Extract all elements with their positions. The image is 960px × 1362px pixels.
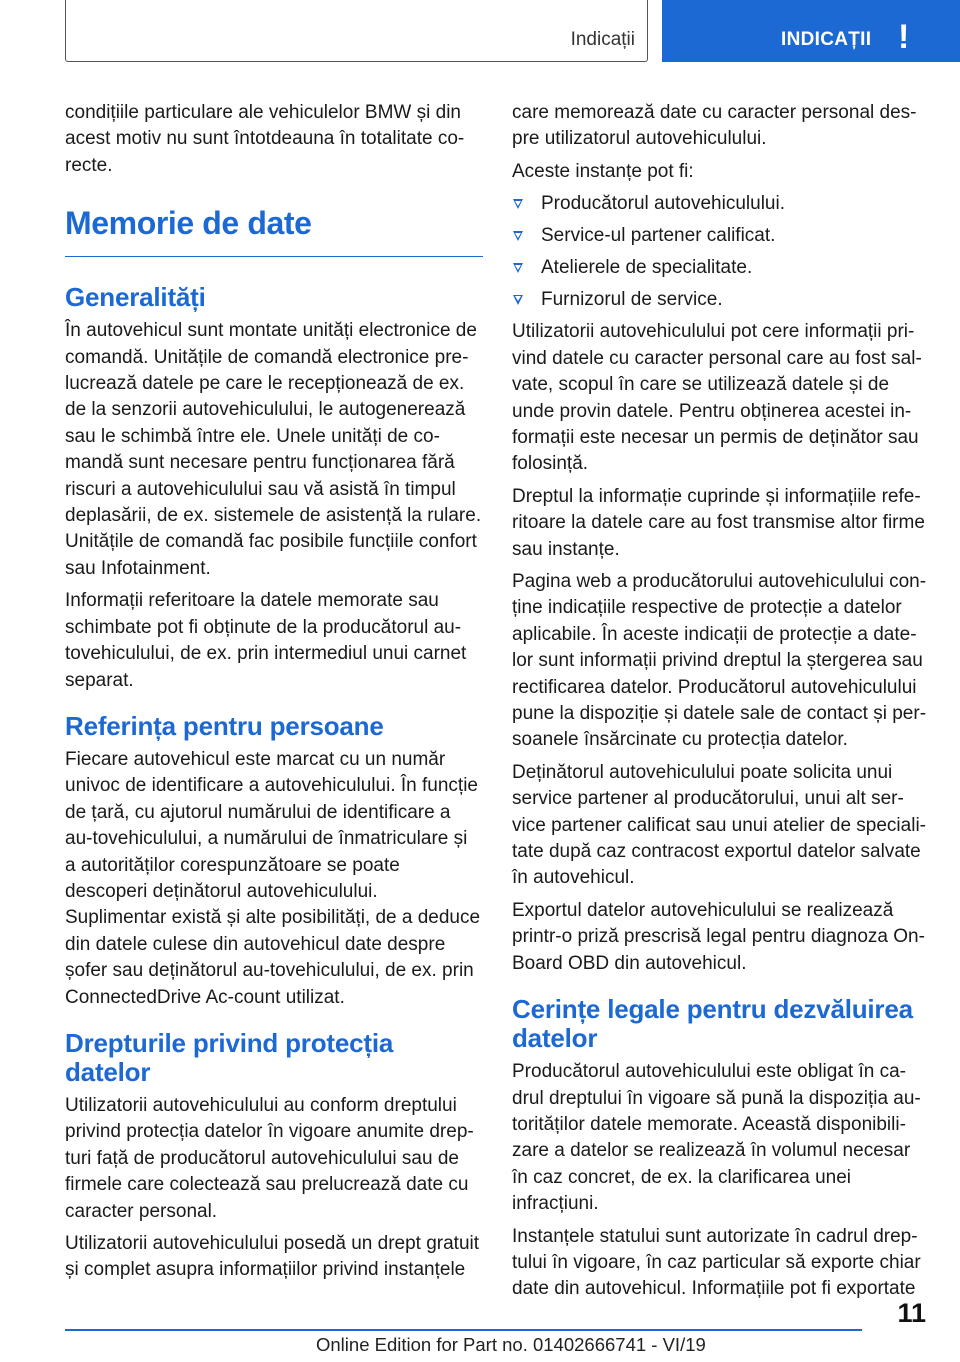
subheading-data-protection-rights: Drepturile privind protecția datelor [65,1027,394,1087]
paragraph-users-info: Utilizatorii autovehiculului pot cere informații pri-vind datele cu caracter personal care au fost sal-vate, scopul în care se utilizează datele și de unde provin datele. Pentru obținerea acestei in-formații este necesar un permis de deținător sau folosință. [512,321,922,475]
instances-list [512,191,930,313]
paragraph-general-2: Informații referitoare la datele memorate sau schimbate pot fi obținute de la producătorul au-tovehiculului, de ex. prin intermediul unui carnet separat. [65,590,467,691]
paragraph-website: Pagina web a producătorului autovehiculului con-ține indicațiile respective de protecție a datelor aplicabile. În aceste indicații de protecție a date-lor sunt informații privind dreptul la ștergerea sau rectificarea datelor. Producătorul autovehiculului pune la dispoziție și datele sale de contact și per-soanele însărcinate cu protecția datelor. [512,571,927,751]
paragraph-rights-2: Utilizatorii autovehiculului posedă un drept gratuit și complet asupra informațiilor privind instanțele [65,1233,480,1281]
subheading-legal-requirements: Cerințe legale pentru dezvăluirea datelor [512,994,913,1054]
header-section-label: Indicații [570,29,635,50]
paragraph-owner-request: Deținătorul autovehiculului poate solicita unui service partener al producătorului, unui alt ser-vice partener calificat sau unui atelier de speciali-tate după caz contracost exportul datelor salvate în autovehicul. [512,761,926,889]
paragraph-personal-reference: Fiecare autovehicul este marcat cu un număr univoc de identificare a autovehiculului. În funcție de țară, cu ajutorul numărului de identificare a au-tovehiculului, a numărului de înmatriculare și a autorităților corespunzătoare se poate descoperi deținătorul autovehiculului. Suplimentar există și alte posibilități, de a deduce din datele culese din autovehicul date despre șofer sau deținătorul au-tovehiculului, de ex. prin ConnectedDrive Ac-count utilizat. [65,748,481,1008]
triangle-bullet-icon [513,295,523,305]
triangle-bullet-icon [513,199,523,209]
list-item: Atelierele de specialitate. [512,255,930,281]
subheading-personal-reference: Referința pentru persoane [65,710,384,741]
paragraph-legal-1: Producătorul autovehiculului este obligat în ca-drul dreptului în vigoare să pună la dispoziția au-torităților datele memorate. Această disponibili-zare a datelor se realizează în volumul necesar în caz concret, de ex. la clarificarea unei infracțiuni. [512,1061,921,1215]
subheading-general: Generalități [65,282,206,313]
intro-paragraph: condițiile particulare ale vehiculelor BMW și din acest motiv nu sunt întotdeauna în totalitate co-recte. [65,102,465,176]
paragraph-continuation: care memorează date cu caracter personal des-pre utilizatorul autovehiculului. [512,102,917,150]
section-heading-data-memory: Memorie de date [65,205,483,257]
paragraph-general-1: În autovehicul sunt montate unități electronice de comandă. Unitățile de comandă electronice pre-lucrează datele pe care le recepționează de ex. de la senzorii autovehiculului, le autogenerează sau le schimbă între ele. Unele unități de co-mandă sunt necesare pentru funcționarea fără riscuri a autovehiculului sau vă asistă în timpul deplasării, de ex. sistemele de asistență la rulare. Unitățile de comandă fac posibile funcțiile confort sau Infotainment. [65,320,482,579]
list-item: Service-ul partener calificat. [512,223,930,249]
header-chapter-label: INDICAȚII [781,29,872,50]
list-item: Furnizorul de service. [512,287,930,313]
triangle-bullet-icon [513,231,523,241]
paragraph-rights-1: Utilizatorii autovehiculului au conform dreptului privind protecția datelor în vigoare anumite drep-turi față de producătorul autovehiculului sau de firmele care colectează sau prelucrează date cu caracter personal. [65,1094,474,1222]
list-item: Producătorul autovehiculului. [512,191,930,217]
header-chapter-tab [662,0,960,62]
warning-icon: ! [898,18,910,56]
page-number: 11 [897,1298,926,1328]
paragraph-legal-2: Instanțele statului sunt autorizate în cadrul drep-tului în vigoare, în caz particular să exporte chiar date din autovehicul. Informațiile pot fi exportate [512,1225,921,1300]
header-section-tab [65,0,648,62]
footer-edition-text: Online Edition for Part no. 01402666741 - VI/19 [316,1334,706,1355]
right-column [512,100,930,1309]
paragraph-right-to-info: Dreptul la informație cuprinde și informațiile refe-ritoare la datele care au fost transmise altor firme sau instanțe. [512,485,925,560]
footer-divider [65,1329,862,1331]
paragraph-instances-intro: Aceste instanțe pot fi: [512,160,694,182]
paragraph-data-export: Exportul datelor autovehiculului se realizează printr-o priză prescrisă legal pentru diagnoza On-Board OBD din autovehicul. [512,899,925,974]
triangle-bullet-icon [513,263,523,273]
left-column [65,100,483,1290]
